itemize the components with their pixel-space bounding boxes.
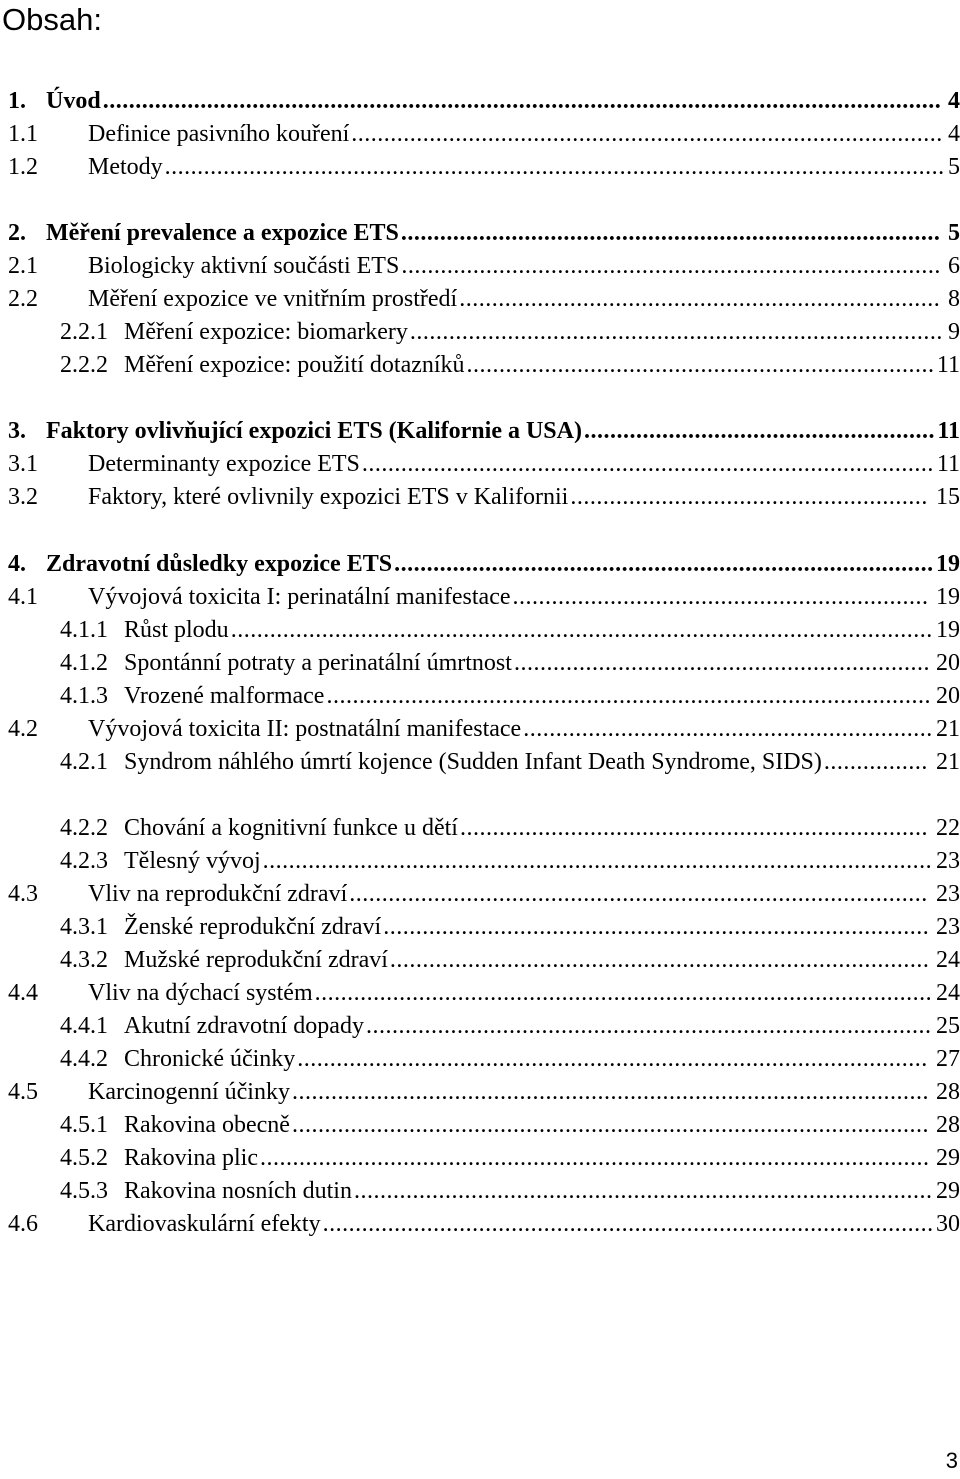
toc-leader-dots: ..............................................................................................: [322, 1211, 934, 1237]
toc-entry[interactable]: [0, 812, 960, 845]
toc-entry-page: 20: [936, 650, 960, 676]
toc-entry-page: 4: [948, 88, 960, 114]
toc-leader-dots: ........................................................................................................................: [164, 154, 945, 180]
toc-entry-title: Faktory ovlivňující expozici ETS (Kalifornie a USA): [46, 418, 582, 444]
toc-entry-page: 23: [936, 881, 960, 907]
toc-entry-title: Zdravotní důsledky expozice ETS: [46, 551, 393, 577]
toc-entry-page: 11: [936, 352, 960, 378]
toc-entry-page: 5: [948, 154, 960, 180]
toc-leader-dots: ........................................................................: [466, 352, 935, 378]
toc-entry-page: 9: [948, 319, 960, 345]
toc-leader-dots: ...................................................................................: [400, 220, 941, 246]
toc-entry[interactable]: [0, 217, 960, 250]
toc-entry-title: Chování a kognitivní funkce u dětí: [124, 815, 458, 841]
toc-entry[interactable]: [0, 250, 960, 283]
toc-entry-number: 4.2: [8, 716, 38, 742]
toc-entry-number: 2.1: [8, 253, 38, 279]
toc-entry[interactable]: [0, 1109, 960, 1142]
toc-entry-number: 4.5.3: [60, 1178, 108, 1204]
toc-entry[interactable]: [0, 481, 960, 514]
toc-leader-dots: .............................................................................................: [326, 683, 931, 709]
toc-entry-number: 4.3: [8, 881, 38, 907]
toc-entry-number: 4.5: [8, 1079, 38, 1105]
toc-leader-dots: ........................................................................................: [361, 451, 934, 477]
toc-entry[interactable]: [0, 1175, 960, 1208]
toc-entry-title: Vývojová toxicita I: perinatální manifestace: [88, 584, 511, 610]
toc-entry[interactable]: [0, 581, 960, 614]
toc-leader-dots: .........................................................................................: [353, 1178, 933, 1204]
toc-entry[interactable]: [0, 944, 960, 977]
toc-entry-title: Měření expozice ve vnitřním prostředí: [88, 286, 458, 312]
toc-entry-number: 3.1: [8, 451, 38, 477]
toc-leader-dots: .......................................................: [570, 484, 928, 510]
toc-entry[interactable]: [0, 647, 960, 680]
toc-entry[interactable]: [0, 746, 960, 779]
toc-entry-number: 2.2: [8, 286, 38, 312]
toc-entry[interactable]: [0, 1142, 960, 1175]
toc-entry-page: 22: [936, 815, 960, 841]
toc-leader-dots: ............................................................................................................: [230, 617, 933, 643]
toc-entry-title: Faktory, které ovlivnily expozici ETS v Kalifornii: [88, 484, 569, 510]
toc-entry-number: 1.: [8, 88, 26, 114]
toc-leader-dots: .......................................................................................: [365, 1013, 932, 1039]
toc-entry[interactable]: [0, 85, 960, 118]
toc-entry-title: Chronické účinky: [124, 1046, 296, 1072]
toc-entry-title: Měření prevalence a expozice ETS: [46, 220, 399, 246]
toc-entry[interactable]: [0, 151, 960, 184]
toc-entry-title: Ženské reprodukční zdraví: [124, 914, 382, 940]
toc-entry-page: 19: [936, 584, 960, 610]
toc-entry[interactable]: [0, 283, 960, 316]
toc-entry-title: Rakovina plic: [124, 1145, 258, 1171]
toc-entry-number: 4.1.2: [60, 650, 108, 676]
toc-leader-dots: ..................................................................................: [409, 319, 943, 345]
toc-entry-title: Vliv na dýchací systém: [88, 980, 313, 1006]
toc-entry-title: Kardiovaskulární efekty: [88, 1211, 321, 1237]
toc-entry-page: 29: [936, 1145, 960, 1171]
toc-entry-page: 4: [948, 121, 960, 147]
toc-entry-title: Syndrom náhlého úmrtí kojence (Sudden Infant Death Syndrome, SIDS): [124, 749, 822, 775]
toc-leader-dots: .................................................................................................: [297, 1046, 928, 1072]
toc-entry-number: 4.3.2: [60, 947, 108, 973]
toc-entry-page: 21: [936, 716, 960, 742]
toc-entry[interactable]: [0, 118, 960, 151]
toc-entry-number: 4.4.1: [60, 1013, 108, 1039]
toc-entry-title: Spontánní potraty a perinatální úmrtnost: [124, 650, 512, 676]
toc-entry-title: Definice pasivního kouření: [88, 121, 350, 147]
toc-leader-dots: ....................................................................................: [383, 914, 930, 940]
toc-leader-dots: ...............................................................................................: [314, 980, 933, 1006]
toc-entry-number: 2.2.1: [60, 319, 108, 345]
toc-leader-dots: ...........................................................................................: [351, 121, 943, 147]
toc-entry[interactable]: [0, 1208, 960, 1241]
toc-entry[interactable]: [0, 680, 960, 713]
toc-entry-page: 11: [936, 451, 960, 477]
toc-leader-dots: .......................................................................................................: [259, 1145, 930, 1171]
toc-entry[interactable]: [0, 1043, 960, 1076]
toc-entry-number: 1.1: [8, 121, 38, 147]
toc-entry-number: 3.: [8, 418, 26, 444]
toc-entry-page: 21: [936, 749, 960, 775]
toc-entry[interactable]: [0, 349, 960, 382]
toc-entry[interactable]: [0, 713, 960, 746]
toc-entry-number: 4.1.3: [60, 683, 108, 709]
toc-entry-title: Vývojová toxicita II: postnatální manifestace: [88, 716, 522, 742]
toc-entry-number: 4.2.2: [60, 815, 108, 841]
toc-entry-page: 23: [936, 914, 960, 940]
toc-entry-page: 19: [936, 551, 960, 577]
toc-entry-number: 4.2.3: [60, 848, 108, 874]
toc-entry[interactable]: [0, 911, 960, 944]
toc-entry-title: Růst plodu: [124, 617, 229, 643]
toc-entry-title: Měření expozice: biomarkery: [124, 319, 408, 345]
toc-entry-number: 4.1.1: [60, 617, 108, 643]
toc-entry[interactable]: [0, 845, 960, 878]
toc-entry-title: Tělesný vývoj: [124, 848, 261, 874]
toc-entry-title: Měření expozice: použití dotazníků: [124, 352, 465, 378]
toc-entry-page: 11: [937, 418, 960, 444]
toc-entry[interactable]: [0, 548, 960, 581]
toc-entry[interactable]: [0, 448, 960, 481]
page-title: Obsah:: [2, 2, 102, 37]
toc-entry-page: 27: [936, 1046, 960, 1072]
toc-entry-title: Vliv na reprodukční zdraví: [88, 881, 348, 907]
toc-leader-dots: .........................................................................................: [349, 881, 928, 907]
toc-entry-page: 6: [948, 253, 960, 279]
toc-entry-title: Úvod: [46, 88, 101, 114]
toc-entry-page: 20: [936, 683, 960, 709]
toc-leader-dots: ..................................................................................................: [291, 1079, 929, 1105]
toc-entry-number: 4.4.2: [60, 1046, 108, 1072]
toc-leader-dots: ................: [823, 749, 928, 775]
toc-entry[interactable]: [0, 614, 960, 647]
toc-entry-number: 4.5.1: [60, 1112, 108, 1138]
toc-entry-title: Akutní zdravotní dopady: [124, 1013, 364, 1039]
toc-entry-number: 1.2: [8, 154, 38, 180]
toc-leader-dots: .......................................................................................................: [262, 848, 933, 874]
toc-entry-title: Vrozené malformace: [124, 683, 325, 709]
toc-entry-number: 2.: [8, 220, 26, 246]
toc-entry-title: Mužské reprodukční zdraví: [124, 947, 388, 973]
toc-entry-number: 3.2: [8, 484, 38, 510]
toc-entry-number: 4.: [8, 551, 26, 577]
toc-leader-dots: ................................................................: [512, 584, 929, 610]
toc-leader-dots: ..................................................................................................: [291, 1112, 929, 1138]
toc-leader-dots: ......................................................: [583, 418, 935, 444]
toc-entry-number: 2.2.2: [60, 352, 108, 378]
toc-entry-title: Biologicky aktivní součásti ETS: [88, 253, 400, 279]
toc-entry[interactable]: [0, 977, 960, 1010]
toc-leader-dots: ...................................................................................: [401, 253, 941, 279]
toc-leader-dots: ...................................................................................: [389, 947, 930, 973]
toc-leader-dots: .................................................................................................................................: [102, 88, 942, 114]
toc-entry-title: Rakovina nosních dutin: [124, 1178, 352, 1204]
toc-entry-page: 15: [936, 484, 960, 510]
toc-entry-title: Rakovina obecně: [124, 1112, 290, 1138]
page-number: 3: [945, 1448, 958, 1473]
toc-entry-number: 4.2.1: [60, 749, 108, 775]
toc-entry-page: 25: [936, 1013, 960, 1039]
toc-leader-dots: ................................................................: [513, 650, 930, 676]
toc-entry-number: 4.1: [8, 584, 38, 610]
toc-entry-page: 19: [936, 617, 960, 643]
toc-leader-dots: ...............................................................: [523, 716, 933, 742]
toc-entry-number: 4.3.1: [60, 914, 108, 940]
toc-entry[interactable]: [0, 316, 960, 349]
toc-entry-page: 8: [948, 286, 960, 312]
toc-entry[interactable]: [0, 878, 960, 911]
toc-entry-page: 30: [936, 1211, 960, 1237]
toc-entry-title: Metody: [88, 154, 163, 180]
toc-entry-number: 4.5.2: [60, 1145, 108, 1171]
toc-leader-dots: ...................................................................................: [394, 551, 934, 577]
toc-entry-page: 23: [936, 848, 960, 874]
toc-leader-dots: ..........................................................................: [459, 286, 941, 312]
toc-entry-title: Karcinogenní účinky: [88, 1079, 290, 1105]
toc-entry-page: 28: [936, 1112, 960, 1138]
toc-entry-number: 4.6: [8, 1211, 38, 1237]
toc-entry-page: 28: [936, 1079, 960, 1105]
toc-entry[interactable]: [0, 1076, 960, 1109]
toc-entry-page: 24: [936, 947, 960, 973]
toc-entry[interactable]: [0, 415, 960, 448]
toc-entry[interactable]: [0, 1010, 960, 1043]
toc-leader-dots: ........................................................................: [459, 815, 928, 841]
toc-entry-number: 4.4: [8, 980, 38, 1006]
toc-entry-page: 29: [936, 1178, 960, 1204]
toc-entry-title: Determinanty expozice ETS: [88, 451, 360, 477]
toc-entry-page: 24: [936, 980, 960, 1006]
toc-entry-page: 5: [948, 220, 960, 246]
